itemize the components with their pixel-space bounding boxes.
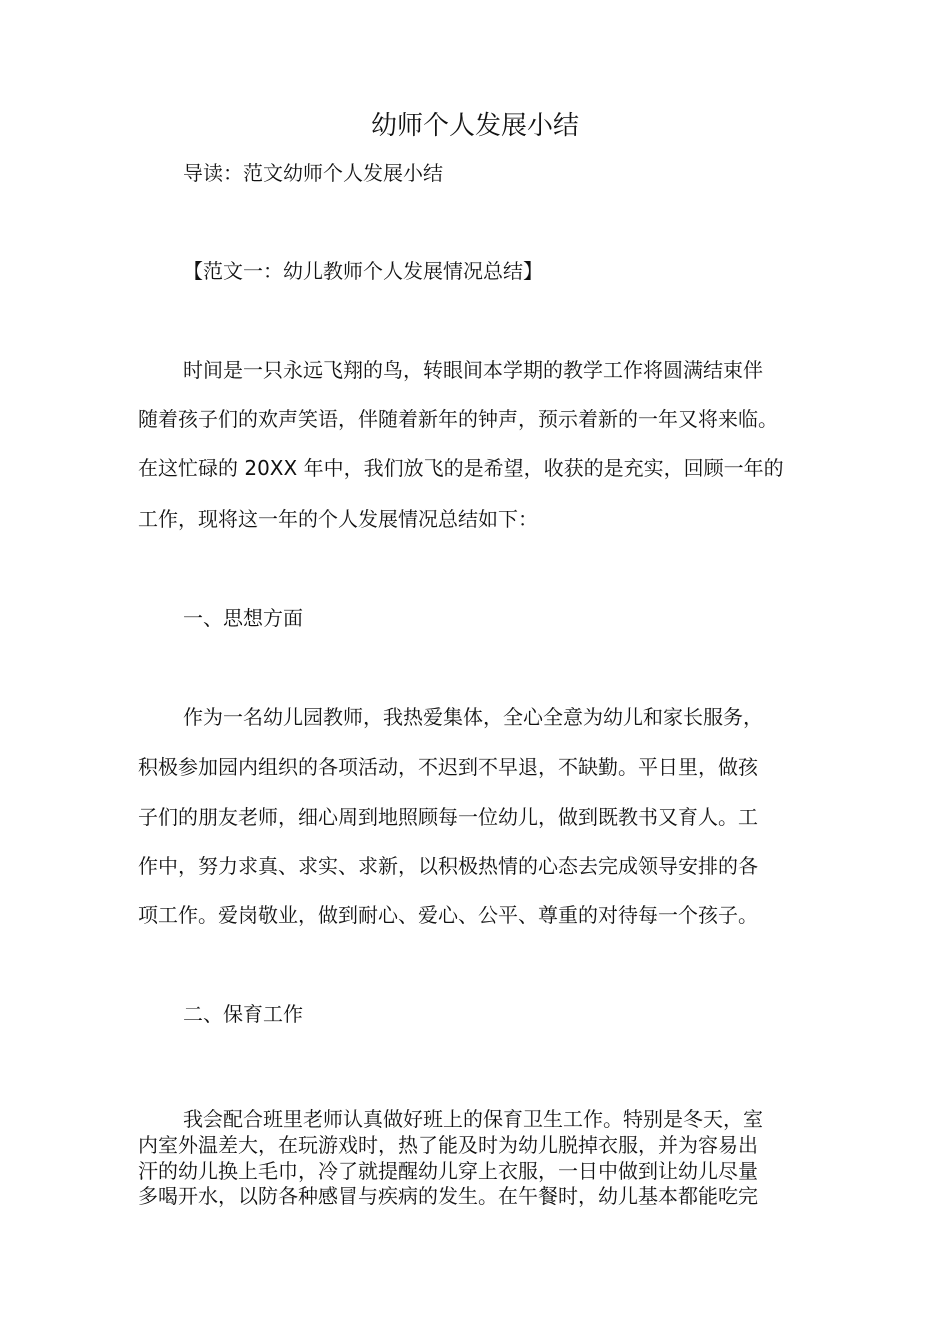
paragraph-line: 内室外温差大，在玩游戏时，热了能及时为幼儿脱掉衣服，并为容易出 [138, 1133, 758, 1157]
guide-line: 导读：范文幼师个人发展小结 [183, 161, 443, 185]
paragraph-line: 我会配合班里老师认真做好班上的保育卫生工作。特别是冬天，室 [183, 1107, 763, 1131]
paragraph-line: 工作，现将这一年的个人发展情况总结如下： [138, 507, 538, 531]
paragraph-line: 子们的朋友老师，细心周到地照顾每一位幼儿，做到既教书又育人。工 [138, 805, 758, 829]
paragraph-line: 汗的幼儿换上毛巾，冷了就提醒幼儿穿上衣服，一日中做到让幼儿尽量 [138, 1159, 758, 1183]
heading-thought: 一、思想方面 [183, 606, 303, 630]
paragraph-line: 随着孩子们的欢声笑语，伴随着新年的钟声，预示着新的一年又将来临。 [138, 407, 778, 431]
paragraph-line: 作为一名幼儿园教师，我热爱集体，全心全意为幼儿和家长服务， [183, 705, 763, 729]
paragraph-line: 项工作。爱岗敬业，做到耐心、爱心、公平、尊重的对待每一个孩子。 [138, 903, 758, 927]
paragraph-line: 作中，努力求真、求实、求新，以积极热情的心态去完成领导安排的各 [138, 854, 758, 878]
paragraph-line: 时间是一只永远飞翔的鸟，转眼间本学期的教学工作将圆满结束伴 [183, 358, 763, 382]
heading-childcare: 二、保育工作 [183, 1002, 303, 1026]
paragraph-line: 在这忙碌的 20XX 年中，我们放飞的是希望，收获的是充实，回顾一年的 [138, 456, 784, 480]
paragraph-line: 多喝开水，以防各种感冒与疾病的发生。在午餐时，幼儿基本都能吃完 [138, 1184, 758, 1208]
document-title: 幼师个人发展小结 [370, 111, 579, 141]
section-heading: 【范文一：幼儿教师个人发展情况总结】 [183, 259, 543, 283]
paragraph-line: 积极参加园内组织的各项活动，不迟到不早退，不缺勤。平日里，做孩 [138, 755, 758, 779]
